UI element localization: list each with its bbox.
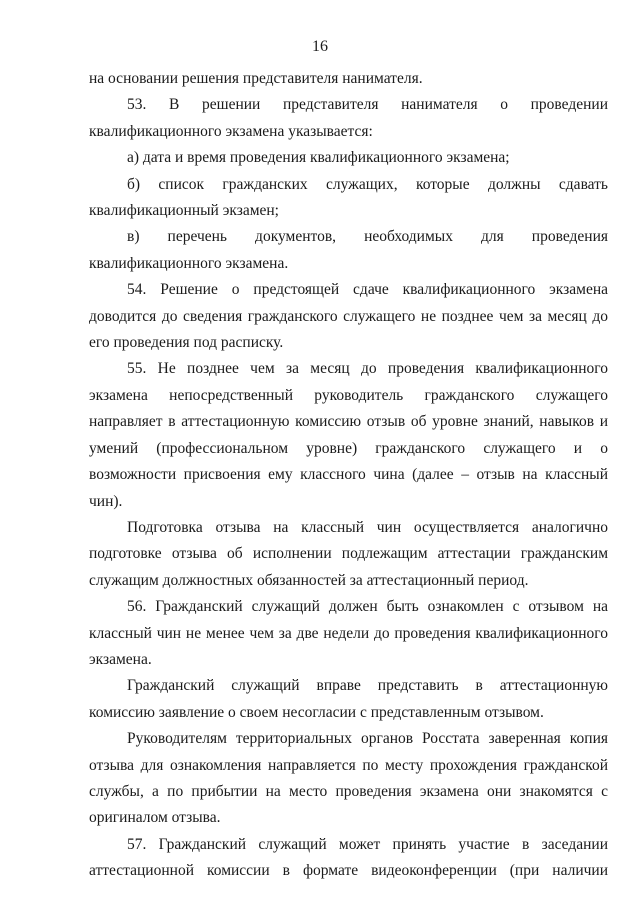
list-item-b: б) список гражданских служащих, которые должны сдавать квалификационный экзамен; bbox=[89, 175, 608, 220]
paragraph-55: 55. Не позднее чем за месяц до проведения квалификационного экзамена непосредственный руководитель гражданского служащего направляет в аттестационную комиссию отзыв об уровне знаний, навыков и умений (профессиональном уровне) гражданского служащего и о возможности присвоения ему классного чина (далее – отзыв на классный чин). bbox=[89, 360, 608, 510]
paragraph-57: 57. Гражданский служащий может принять участие в заседании аттестационной комиссии в формате видеоконференции (при наличии bbox=[89, 835, 608, 880]
document-body bbox=[89, 66, 608, 885]
paragraph-56: 56. Гражданский служащий должен быть ознакомлен с отзывом на классный чин не менее чем за две недели до проведения квалификационного экзамена. bbox=[89, 598, 608, 668]
paragraph-54: 54. Решение о предстоящей сдаче квалификационного экзамена доводится до сведения гражданского служащего не позднее чем за месяц до его проведения под расписку. bbox=[89, 281, 608, 352]
paragraph-53: 53. В решении представителя нанимателя о проведении квалификационного экзамена указывается: bbox=[89, 96, 608, 140]
page-number: 16 bbox=[312, 38, 328, 55]
paragraph-56-territorial: Руководителям территориальных органов Росстата заверенная копия отзыва для ознакомления направляется по месту прохождения гражданской службы, а по прибытии на место проведения экзамена они знакомятся с оригиналом отзыва. bbox=[89, 730, 608, 827]
paragraph-56-disagreement: Гражданский служащий вправе представить в аттестационную комиссию заявление о своем несогласии с представленным отзывом. bbox=[89, 677, 608, 721]
paragraph-55-preparation: Подготовка отзыва на классный чин осуществляется аналогично подготовке отзыва об исполнении подлежащим аттестации гражданским служащим должностных обязанностей за аттестационный период. bbox=[89, 518, 608, 589]
list-item-c: в) перечень документов, необходимых для проведения квалификационного экзамена. bbox=[89, 228, 608, 272]
paragraph-continuation: на основании решения представителя нанимателя. bbox=[89, 70, 423, 87]
list-item-a: а) дата и время проведения квалификационного экзамена; bbox=[127, 149, 510, 167]
